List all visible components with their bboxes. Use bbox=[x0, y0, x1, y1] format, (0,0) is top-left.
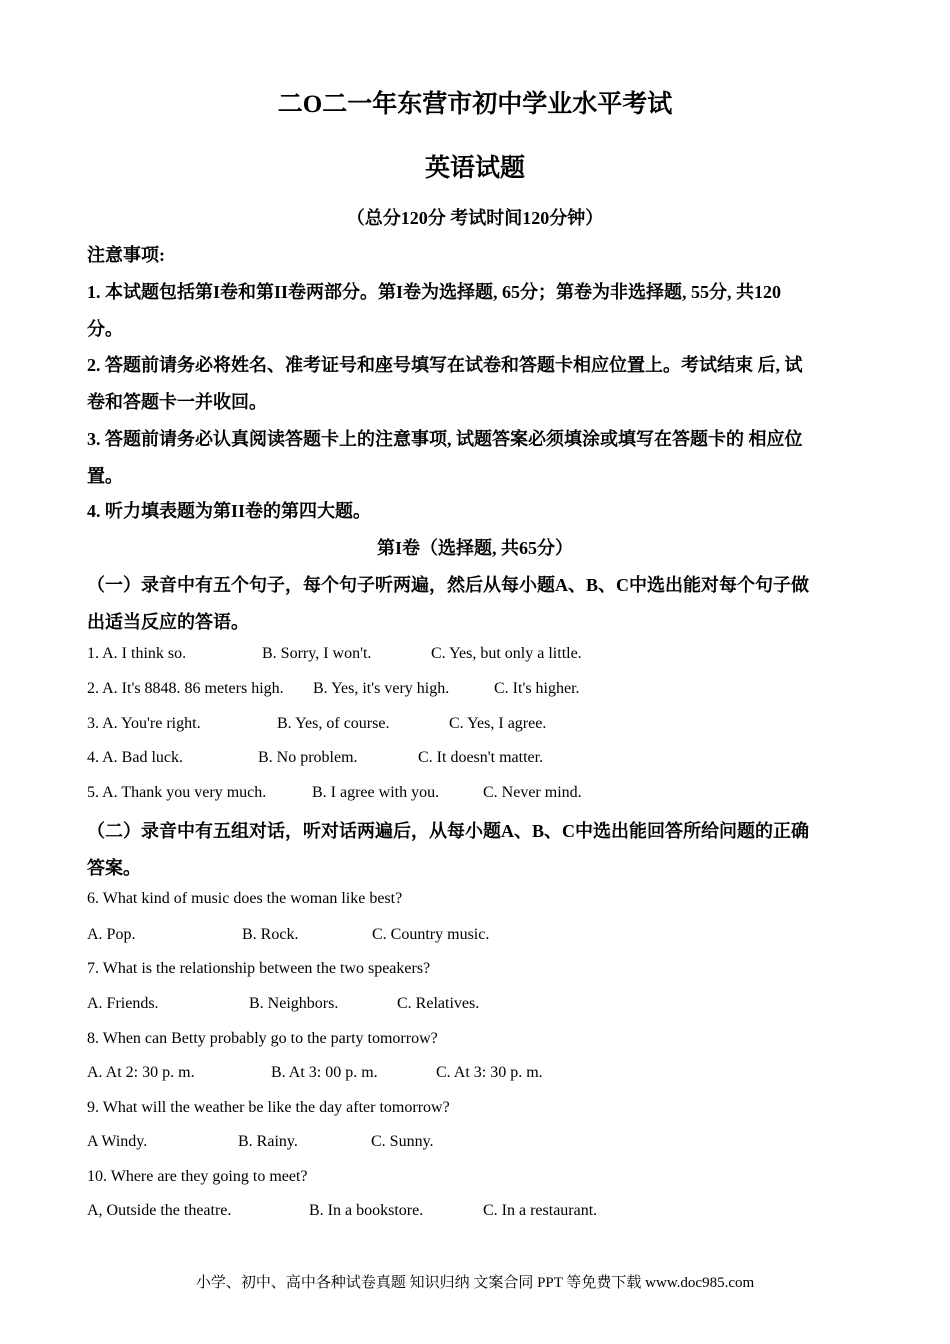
part1-heading: 第I卷（选择题, 共65分） bbox=[376, 538, 573, 558]
section2-instruction: 答案。 bbox=[87, 858, 141, 878]
page-footer: 小学、初中、高中各种试卷真题 知识归纳 文案合同 PPT 等免费下载 www.doc985.com bbox=[195, 1275, 755, 1291]
option-a: A Windy. bbox=[87, 1133, 148, 1150]
question-text: 7. What is the relationship between the two speakers? bbox=[87, 960, 431, 977]
option-c: C. Country music. bbox=[372, 926, 490, 943]
notice-line: 卷和答题卡一并收回。 bbox=[87, 392, 267, 412]
option-b: B. No problem. bbox=[258, 749, 358, 766]
option-a: 3. A. You're right. bbox=[87, 715, 201, 732]
exam-title: 二O二一年东营市初中学业水平考试 bbox=[277, 91, 673, 118]
option-b: B. Neighbors. bbox=[249, 995, 339, 1012]
option-c: C. It's higher. bbox=[494, 680, 580, 697]
option-a: 1. A. I think so. bbox=[87, 645, 187, 662]
option-a: A, Outside the theatre. bbox=[87, 1202, 232, 1219]
option-b: B. Yes, of course. bbox=[277, 715, 390, 732]
option-a: 4. A. Bad luck. bbox=[87, 749, 183, 766]
question-text: 9. What will the weather be like the day after tomorrow? bbox=[87, 1099, 450, 1116]
option-a: 2. A. It's 8848. 86 meters high. bbox=[87, 680, 284, 697]
notice-line: 4. 听力填表题为第II卷的第四大题。 bbox=[87, 501, 372, 521]
option-a: 5. A. Thank you very much. bbox=[87, 784, 267, 801]
option-c: C. At 3: 30 p. m. bbox=[436, 1064, 543, 1081]
subject-title: 英语试题 bbox=[424, 155, 525, 182]
option-b: B. Rock. bbox=[242, 926, 299, 943]
option-a: A. At 2: 30 p. m. bbox=[87, 1064, 195, 1081]
option-b: B. Sorry, I won't. bbox=[262, 645, 372, 662]
option-c: C. It doesn't matter. bbox=[418, 749, 544, 766]
section2-instruction: （二）录音中有五组对话，听对话两遍后，从每小题A、B、C中选出能回答所给问题的正确 bbox=[87, 821, 809, 841]
option-c: C. Yes, I agree. bbox=[449, 715, 547, 732]
section1-instruction: （一）录音中有五个句子，每个句子听两遍，然后从每小题A、B、C中选出能对每个句子做 bbox=[87, 575, 809, 595]
option-a: A. Friends. bbox=[87, 995, 159, 1012]
option-b: B. At 3: 00 p. m. bbox=[271, 1064, 378, 1081]
option-b: B. I agree with you. bbox=[312, 784, 440, 801]
question-text: 10. Where are they going to meet? bbox=[87, 1168, 308, 1185]
option-b: B. In a bookstore. bbox=[309, 1202, 424, 1219]
option-b: B. Yes, it's very high. bbox=[313, 680, 450, 697]
notice-line: 分。 bbox=[87, 319, 123, 339]
option-b: B. Rainy. bbox=[238, 1133, 298, 1150]
notice-line: 1. 本试题包括第I卷和第II卷两部分。第I卷为选择题, 65分；第卷为非选择题, 55分, 共120 bbox=[87, 282, 782, 302]
section1-instruction: 出适当反应的答语。 bbox=[87, 612, 249, 632]
score-time-info: （总分120分 考试时间120分钟） bbox=[346, 208, 604, 228]
notice-heading: 注意事项: bbox=[87, 245, 165, 265]
option-c: C. Never mind. bbox=[483, 784, 582, 801]
option-c: C. Yes, but only a little. bbox=[431, 645, 582, 662]
notice-line: 置。 bbox=[87, 466, 123, 486]
question-text: 8. When can Betty probably go to the party tomorrow? bbox=[87, 1030, 438, 1047]
option-c: C. Sunny. bbox=[371, 1133, 434, 1150]
option-a: A. Pop. bbox=[87, 926, 136, 943]
notice-line: 3. 答题前请务必认真阅读答题卡上的注意事项, 试题答案必须填涂或填写在答题卡的 相应位 bbox=[87, 429, 803, 449]
option-c: C. Relatives. bbox=[397, 995, 480, 1012]
option-c: C. In a restaurant. bbox=[483, 1202, 598, 1219]
notice-line: 2. 答题前请务必将姓名、准考证号和座号填写在试卷和答题卡相应位置上。考试结束 后, 试 bbox=[87, 355, 803, 375]
question-text: 6. What kind of music does the woman like best? bbox=[87, 890, 403, 907]
